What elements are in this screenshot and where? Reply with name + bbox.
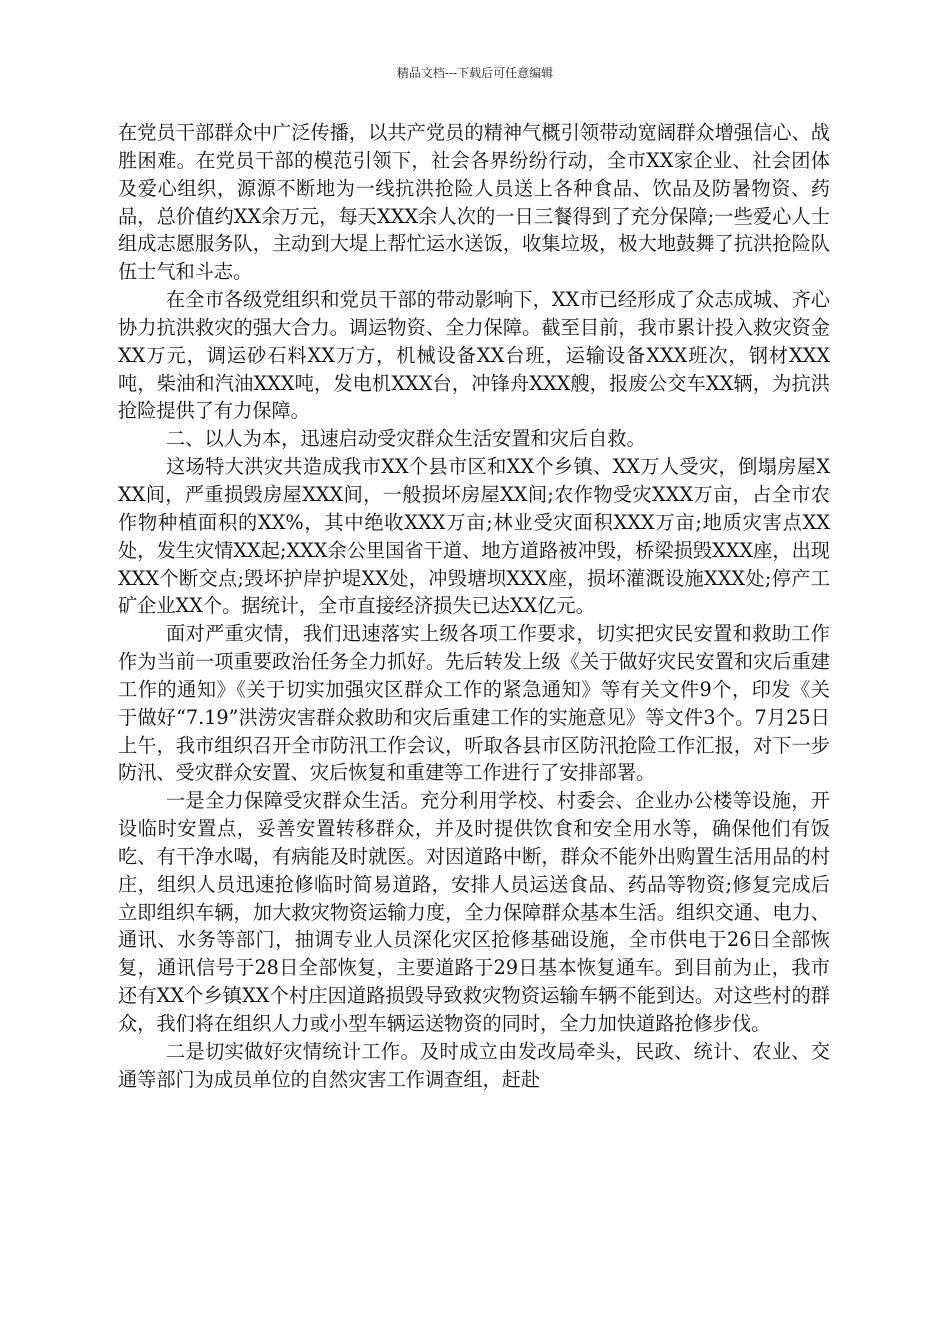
- section-heading-2: 二、以人为本，迅速启动受灾群众生活安置和灾后自救。: [166, 427, 646, 451]
- paragraph-3: 这场特大洪灾共造成我市XX个县市区和XX个乡镇、XX万人受灾，倒塌房屋XXX间，严重损毁房屋XXX间，一般损坏房屋XX间;农作物受灾XXX万亩，占全市农作物种植面积的XX%，其中绝收XXX万亩;林业受灾面积XXX万亩;地质灾害点XX处，发生灾情XX起;XXX余公里国省干道、地方道路被冲毁，桥梁损毁XXX座，出现XXX个断交点;毁坏护岸护堤XX处，冲毁塘坝XXX座，损坏灌溉设施XXX处;停产工矿企业XX个。据统计，全市直接经济损失已达XX亿元。: [118, 455, 830, 618]
- paragraph-2: 在全市各级党组织和党员干部的带动影响下，XX市已经形成了众志成城、齐心协力抗洪救灾的强大合力。调运物资、全力保障。截至目前，我市累计投入救灾资金XX万元，调运砂石料XX万方，机械设备XX台班，运输设备XXX班次，钢材XXX吨，柴油和汽油XXX吨，发电机XXX台，冲锋舟XXX艘，报废公交车XX辆，为抗洪抢险提供了有力保障。: [118, 288, 830, 423]
- paragraph-5: 一是全力保障受灾群众生活。充分利用学校、村委会、企业办公楼等设施，开设临时安置点，妥善安置转移群众，并及时提供饮食和安全用水等，确保他们有饭吃、有干净水喝，有病能及时就医。对因道路中断，群众不能外出购置生活用品的村庄，组织人员迅速抢修临时简易道路，安排人员运送食品、药品等物资;修复完成后立即组织车辆，加大救灾物资运输力度，全力保障群众基本生活。组织交通、电力、通讯、水务等部门，抽调专业人员深化灾区抢修基础设施，全市供电于26日全部恢复，通讯信号于28日全部恢复，主要道路于29日基本恢复通车。到目前为止，我市还有XX个乡镇XX个村庄因道路损毁导致救灾物资运输车辆不能到达。对这些村的群众，我们将在组织人力或小型车辆运送物资的同时，全力加快道路抢修步伐。: [118, 789, 830, 1035]
- paragraph-6: 二是切实做好灾情统计工作。及时成立由发改局牵头，民政、统计、农业、交通等部门为成员单位的自然灾害工作调查组，赶赴: [118, 1039, 830, 1091]
- paragraph-4: 面对严重灾情，我们迅速落实上级各项工作要求，切实把灾民安置和救助工作作为当前一项重要政治任务全力抓好。先后转发上级《关于做好灾民安置和灾后重建工作的通知》《关于切实加强灾区群众工作的紧急通知》等有关文件9个，印发《关于做好“7.19”洪涝灾害群众救助和灾后重建工作的实施意见》等文件3个。7月25日上午，我市组织召开全市防汛工作会议，听取各县市区防汛抢险工作汇报，对下一步防汛、受灾群众安置、灾后恢复和重建等工作进行了安排部署。: [118, 622, 830, 785]
- document-body: [118, 119, 830, 1094]
- page-header: 精品文档---下载后可任意编辑: [396, 66, 554, 80]
- paragraph-1: 在党员干部群众中广泛传播，以共产党员的精神气概引领带动宽阔群众增强信心、战胜困难。在党员干部的模范引领下，社会各界纷纷行动，全市XX家企业、社会团体及爱心组织，源源不断地为一线抗洪抢险人员送上各种食品、饮品及防暑物资、药品，总价值约XX余万元，每天XXX余人次的一日三餐得到了充分保障;一些爱心人士组成志愿服务队，主动到大堤上帮忙运水送饭，收集垃圾，极大地鼓舞了抗洪抢险队伍士气和斗志。: [118, 121, 830, 284]
